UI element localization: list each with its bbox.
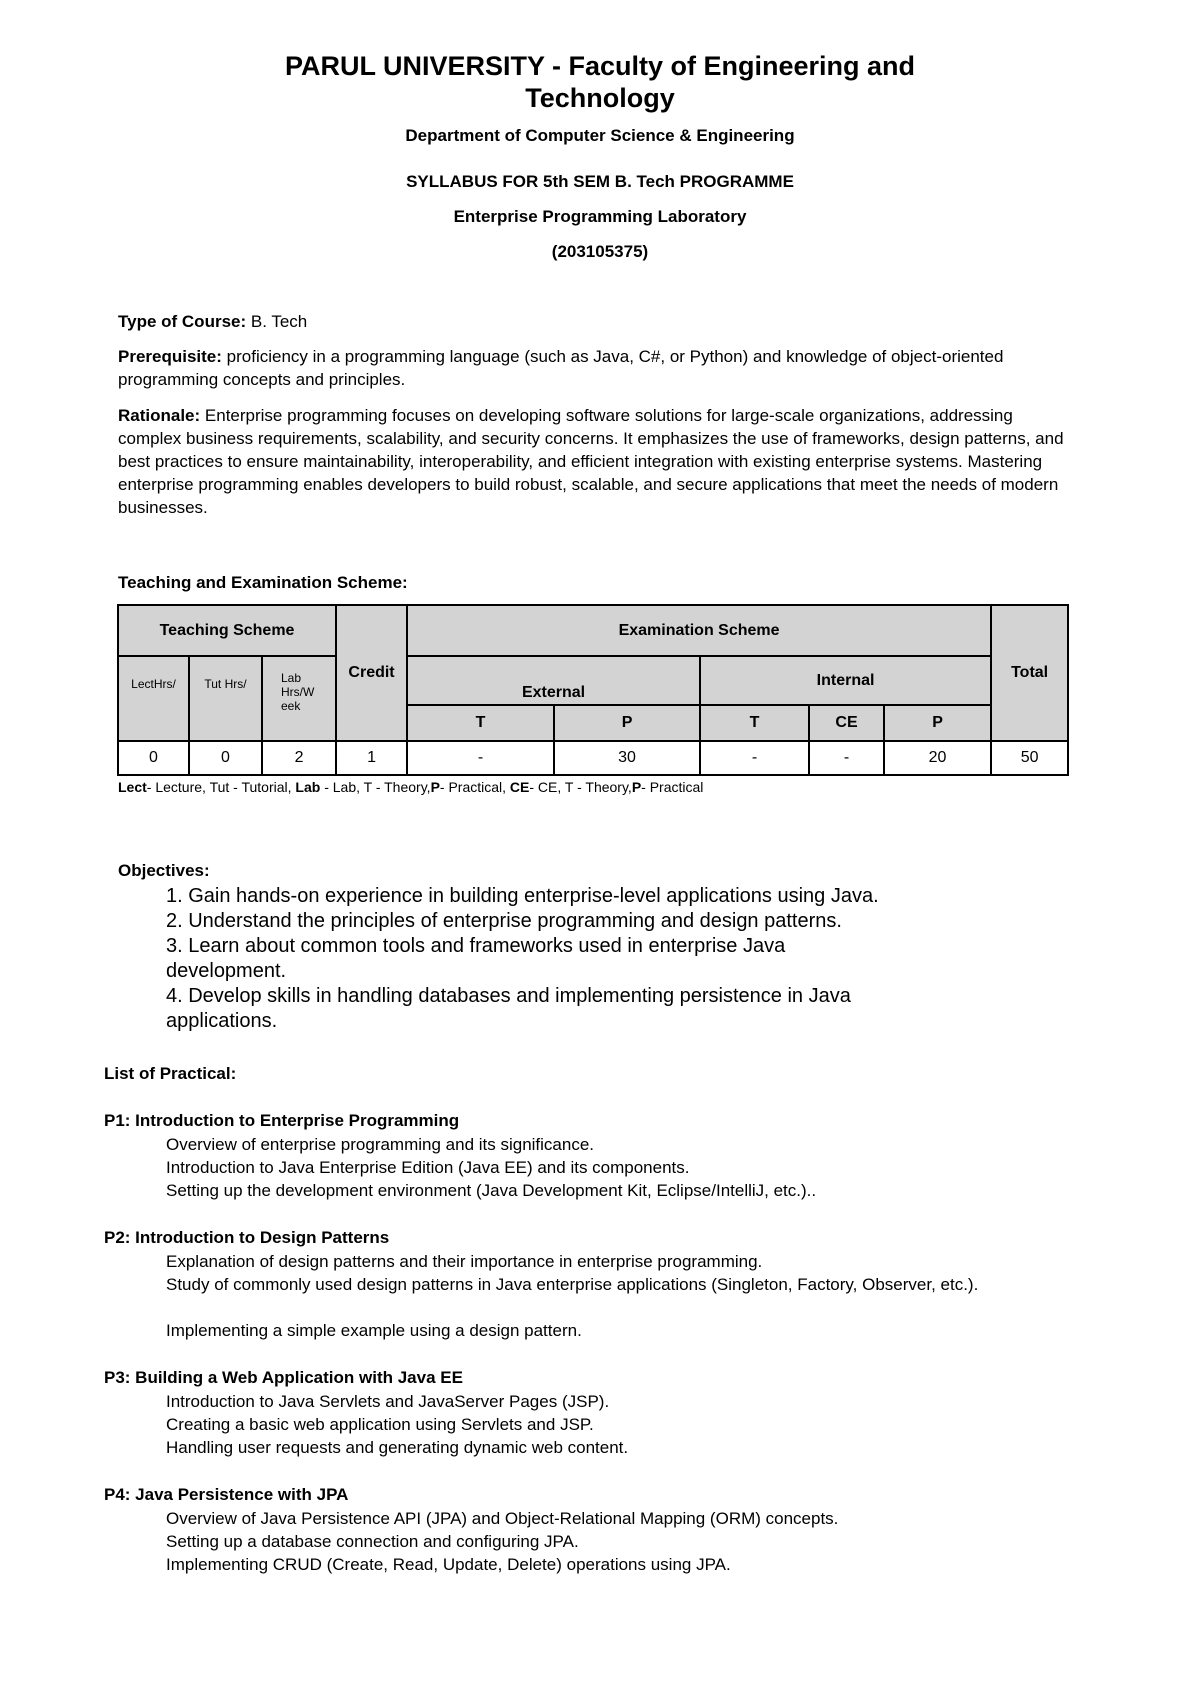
title-line-1: PARUL UNIVERSITY - Faculty of Engineering and	[284, 51, 916, 81]
legend-term: P	[631, 779, 642, 795]
legend-text: - Lecture, Tut - Tutorial,	[146, 779, 296, 795]
external-practical-value: 30	[554, 741, 700, 775]
type-of-course	[118, 310, 1068, 333]
practical-item: Creating a basic web application using Servlets and JSP.	[166, 1415, 594, 1434]
tut-value: 0	[189, 741, 262, 775]
practical-list-heading: List of Practical:	[104, 1064, 237, 1083]
objective-item: 4. Develop skills in handling databases and implementing persistence in Java applications.	[166, 985, 851, 1032]
scheme-heading: Teaching and Examination Scheme:	[118, 573, 408, 592]
lect-value: 0	[118, 741, 189, 775]
credit-value: 1	[336, 741, 407, 775]
external-theory-header: T	[407, 705, 554, 741]
objective-item: 3. Learn about common tools and frameworks used in enterprise Java development.	[166, 935, 786, 982]
practical-title: P1: Introduction to Enterprise Programming	[104, 1111, 460, 1130]
internal-practical-value: 20	[884, 741, 991, 775]
title-line-2: Technology	[525, 83, 675, 113]
department-name: Department of Computer Science & Engineering	[405, 126, 795, 145]
legend-term: Lab	[295, 779, 321, 795]
prerequisite	[118, 345, 1068, 391]
course-code: (203105375)	[551, 242, 649, 261]
syllabus-title: SYLLABUS FOR 5th SEM B. Tech PROGRAMME	[406, 172, 794, 191]
lab-hrs-header: Lab Hrs/W eek	[262, 656, 336, 741]
practical-title: P3: Building a Web Application with Java EE	[104, 1368, 463, 1387]
rationale-value: Enterprise programming focuses on developing software solutions for large-scale organizations, addressing complex business requirements, scalability, and security concerns. It emphasizes the use of frameworks, design patterns, and best practices to ensure maintainability, interoperability, and efficient integration with existing enterprise systems. Mastering enterprise programming enables developers to build robust, scalable, and secure applications that meet the needs of modern businesses.	[118, 406, 1064, 517]
practical-item: Implementing a simple example using a design pattern.	[166, 1321, 582, 1340]
objectives-heading: Objectives:	[118, 861, 210, 880]
practical-title: P2: Introduction to Design Patterns	[104, 1228, 390, 1247]
type-label: Type of Course:	[118, 312, 247, 331]
practical-item: Setting up a database connection and configuring JPA.	[166, 1532, 579, 1551]
rationale	[118, 404, 1068, 519]
teaching-examination-table	[117, 604, 1069, 776]
total-value: 50	[991, 741, 1068, 775]
practical-item: Introduction to Java Enterprise Edition (Java EE) and its components.	[166, 1158, 690, 1177]
table-row	[118, 741, 1068, 775]
internal-practical-header: P	[884, 705, 991, 741]
practical-item: Overview of enterprise programming and its significance.	[166, 1135, 595, 1154]
external-theory-value: -	[407, 741, 554, 775]
practical-item: Setting up the development environment (Java Development Kit, Eclipse/IntelliJ, etc.)..	[166, 1181, 817, 1200]
table-legend	[118, 778, 703, 796]
rationale-label: Rationale:	[118, 406, 201, 425]
legend-text: - Practical,	[439, 779, 510, 795]
internal-ce-value: -	[809, 741, 884, 775]
practical-item: Explanation of design patterns and their importance in enterprise programming.	[166, 1252, 763, 1271]
internal-theory-value: -	[700, 741, 809, 775]
practical-item: Overview of Java Persistence API (JPA) and Object-Relational Mapping (ORM) concepts.	[166, 1509, 839, 1528]
practical-item: Study of commonly used design patterns in Java enterprise applications (Singleton, Factory, Observer, etc.).	[166, 1275, 979, 1294]
external-header: External	[407, 656, 700, 705]
prereq-label: Prerequisite:	[118, 347, 222, 366]
legend-text: - CE, T - Theory,	[529, 779, 632, 795]
practical-title: P4: Java Persistence with JPA	[104, 1485, 349, 1504]
legend-term: P	[430, 779, 440, 795]
legend-text: - Practical	[641, 779, 704, 795]
type-value: B. Tech	[246, 312, 308, 331]
tut-hrs-header: Tut Hrs/	[189, 656, 262, 741]
legend-text: - Lab, T - Theory,	[320, 779, 431, 795]
credit-header: Credit	[336, 605, 407, 741]
objective-item: 1. Gain hands-on experience in building enterprise-level applications using Java.	[166, 885, 879, 907]
objective-item: 2. Understand the principles of enterprise programming and design patterns.	[166, 910, 842, 932]
course-name: Enterprise Programming Laboratory	[453, 207, 747, 226]
lect-hrs-header: LectHrs/	[118, 656, 189, 741]
total-header: Total	[991, 605, 1068, 741]
prereq-value: proficiency in a programming language (such as Java, C#, or Python) and knowledge of object-oriented programming concepts and principles.	[118, 347, 1004, 389]
practical-item: Introduction to Java Servlets and JavaServer Pages (JSP).	[166, 1392, 610, 1411]
internal-header: Internal	[700, 656, 991, 705]
internal-ce-header: CE	[809, 705, 884, 741]
lab-value: 2	[262, 741, 336, 775]
examination-scheme-header: Examination Scheme	[407, 605, 991, 656]
legend-term: CE	[509, 779, 530, 795]
practical-item: Handling user requests and generating dynamic web content.	[166, 1438, 629, 1457]
teaching-scheme-header: Teaching Scheme	[118, 605, 336, 656]
page-title	[0, 50, 1200, 114]
legend-term: Lect	[118, 779, 147, 795]
practical-item: Implementing CRUD (Create, Read, Update, Delete) operations using JPA.	[166, 1555, 731, 1574]
external-practical-header: P	[554, 705, 700, 741]
internal-theory-header: T	[700, 705, 809, 741]
